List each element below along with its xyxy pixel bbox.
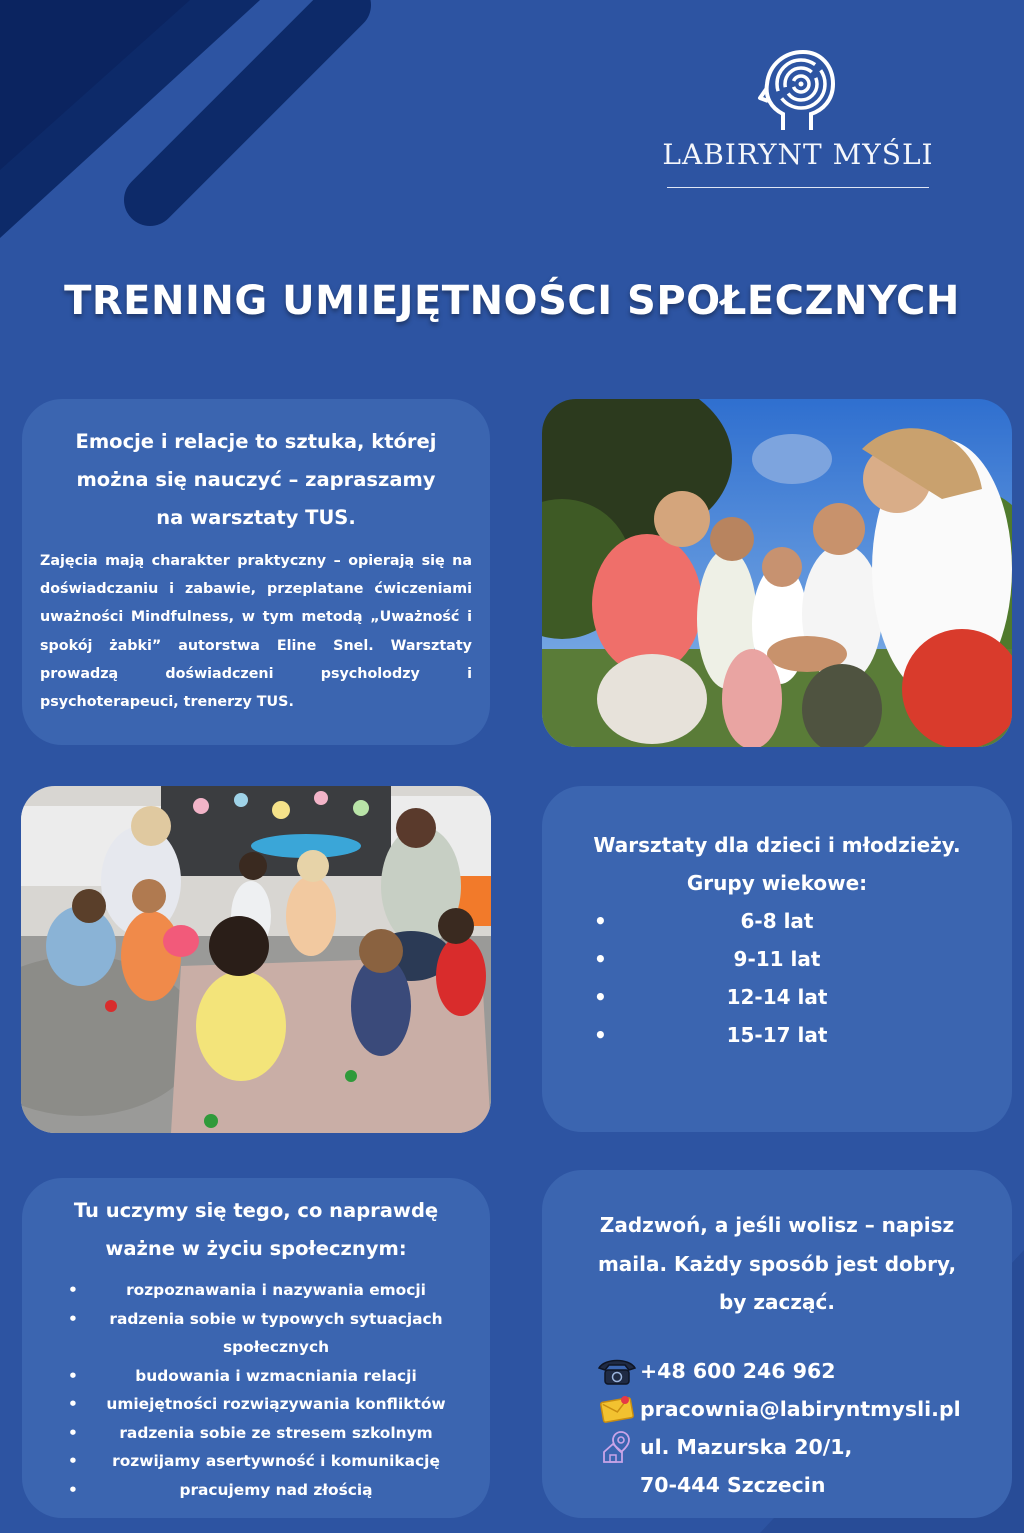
contact-email[interactable]: pracownia@labiryntmysli.pl bbox=[640, 1396, 961, 1421]
contact-card bbox=[542, 1170, 1012, 1518]
skill-label: pracujemy nad złością bbox=[179, 1480, 373, 1499]
intro-heading-line: Emocje i relacje to sztuka, której bbox=[75, 430, 437, 453]
skills-card bbox=[22, 1178, 490, 1518]
intro-heading-line: można się nauczyć – zapraszamy bbox=[76, 468, 436, 491]
bullet-icon: • bbox=[68, 1423, 78, 1442]
age-groups-heading-line: Warsztaty dla dzieci i młodzieży. bbox=[593, 833, 961, 857]
contact-address-line2: 70-444 Szczecin bbox=[640, 1472, 826, 1497]
brand-name: LABIRYNT MYŚLI bbox=[662, 138, 934, 171]
age-group-item bbox=[562, 902, 992, 940]
age-group-item bbox=[562, 940, 992, 978]
contact-details bbox=[594, 1352, 992, 1504]
bullet-icon: • bbox=[594, 909, 607, 933]
skill-item bbox=[38, 1476, 474, 1505]
skill-item bbox=[38, 1447, 474, 1476]
skill-label: radzenia sobie w typowych sytuacjach społecznych bbox=[109, 1309, 443, 1356]
age-groups-card bbox=[542, 786, 1012, 1132]
intro-heading bbox=[38, 423, 474, 537]
bullet-icon: • bbox=[68, 1452, 78, 1470]
contact-heading bbox=[562, 1206, 992, 1322]
head-maze-icon bbox=[753, 48, 843, 132]
skill-item bbox=[38, 1419, 474, 1448]
age-groups-list bbox=[562, 902, 992, 1054]
age-group-item bbox=[562, 1016, 992, 1054]
skills-heading-line: Tu uczymy się tego, co naprawdę bbox=[73, 1199, 439, 1222]
bullet-icon: • bbox=[594, 947, 607, 971]
age-group-label: 6-8 lat bbox=[740, 909, 814, 933]
skills-heading bbox=[38, 1192, 474, 1268]
contact-phone[interactable]: +48 600 246 962 bbox=[640, 1358, 836, 1383]
skill-item bbox=[38, 1276, 474, 1305]
skill-item bbox=[38, 1305, 474, 1362]
envelope-icon bbox=[594, 1391, 640, 1427]
age-groups-heading bbox=[562, 826, 992, 902]
bullet-icon: • bbox=[68, 1480, 78, 1499]
location-home-icon bbox=[594, 1429, 640, 1465]
page-title: TRENING UMIEJĘTNOŚCI SPOŁECZNYCH bbox=[64, 278, 960, 324]
skill-label: radzenia sobie ze stresem szkolnym bbox=[119, 1423, 433, 1442]
contact-address-row-2 bbox=[594, 1466, 992, 1504]
skill-label: umiejętności rozwiązywania konfliktów bbox=[106, 1395, 446, 1413]
age-groups-heading-line: Grupy wiekowe: bbox=[686, 871, 868, 895]
contact-address-line1: ul. Mazurska 20/1, bbox=[640, 1434, 853, 1459]
brand-divider bbox=[667, 187, 929, 188]
bullet-icon: • bbox=[68, 1281, 78, 1299]
contact-phone-row[interactable] bbox=[594, 1352, 992, 1390]
contact-address-row bbox=[594, 1428, 992, 1466]
age-group-label: 9-11 lat bbox=[733, 947, 821, 971]
skill-item bbox=[38, 1362, 474, 1391]
age-group-label: 15-17 lat bbox=[726, 1023, 828, 1047]
photo-children-stacking-hands bbox=[542, 399, 1012, 747]
brand-logo bbox=[660, 48, 936, 188]
skill-label: rozpoznawania i nazywania emocji bbox=[126, 1281, 426, 1299]
age-group-item bbox=[562, 978, 992, 1016]
contact-email-row[interactable] bbox=[594, 1390, 992, 1428]
contact-heading-line: maila. Każdy sposób jest dobry, bbox=[597, 1251, 957, 1276]
skills-heading-line: ważne w życiu społecznym: bbox=[105, 1237, 407, 1260]
skills-list bbox=[38, 1276, 474, 1504]
photo-children-circle-classroom bbox=[21, 786, 491, 1133]
bullet-icon: • bbox=[68, 1395, 78, 1413]
contact-heading-line: by zacząć. bbox=[719, 1290, 835, 1314]
skill-item bbox=[38, 1390, 474, 1419]
bullet-icon: • bbox=[68, 1309, 78, 1328]
skill-label: budowania i wzmacniania relacji bbox=[135, 1366, 417, 1385]
bullet-icon: • bbox=[594, 985, 607, 1009]
intro-card bbox=[22, 399, 490, 745]
skill-label: rozwijamy asertywność i komunikację bbox=[112, 1452, 440, 1470]
age-group-label: 12-14 lat bbox=[726, 985, 828, 1009]
bullet-icon: • bbox=[594, 1023, 607, 1047]
bullet-icon: • bbox=[68, 1366, 78, 1385]
phone-icon bbox=[594, 1353, 640, 1389]
contact-heading-line: Zadzwoń, a jeśli wolisz – napisz bbox=[599, 1213, 955, 1237]
intro-heading-line: na warsztaty TUS. bbox=[156, 506, 356, 529]
intro-body: Zajęcia mają charakter praktyczny – opierają się na doświadczaniu i zabawie, przeplatane ćwiczeniami uważności Mindfulness, w tym metodą „Uważność i spokój żabki” autorstwa Eline Snel. Warsztaty prowadzą doświadczeni psycholodzy i psychoterapeuci, trenerzy TUS. bbox=[40, 553, 472, 711]
